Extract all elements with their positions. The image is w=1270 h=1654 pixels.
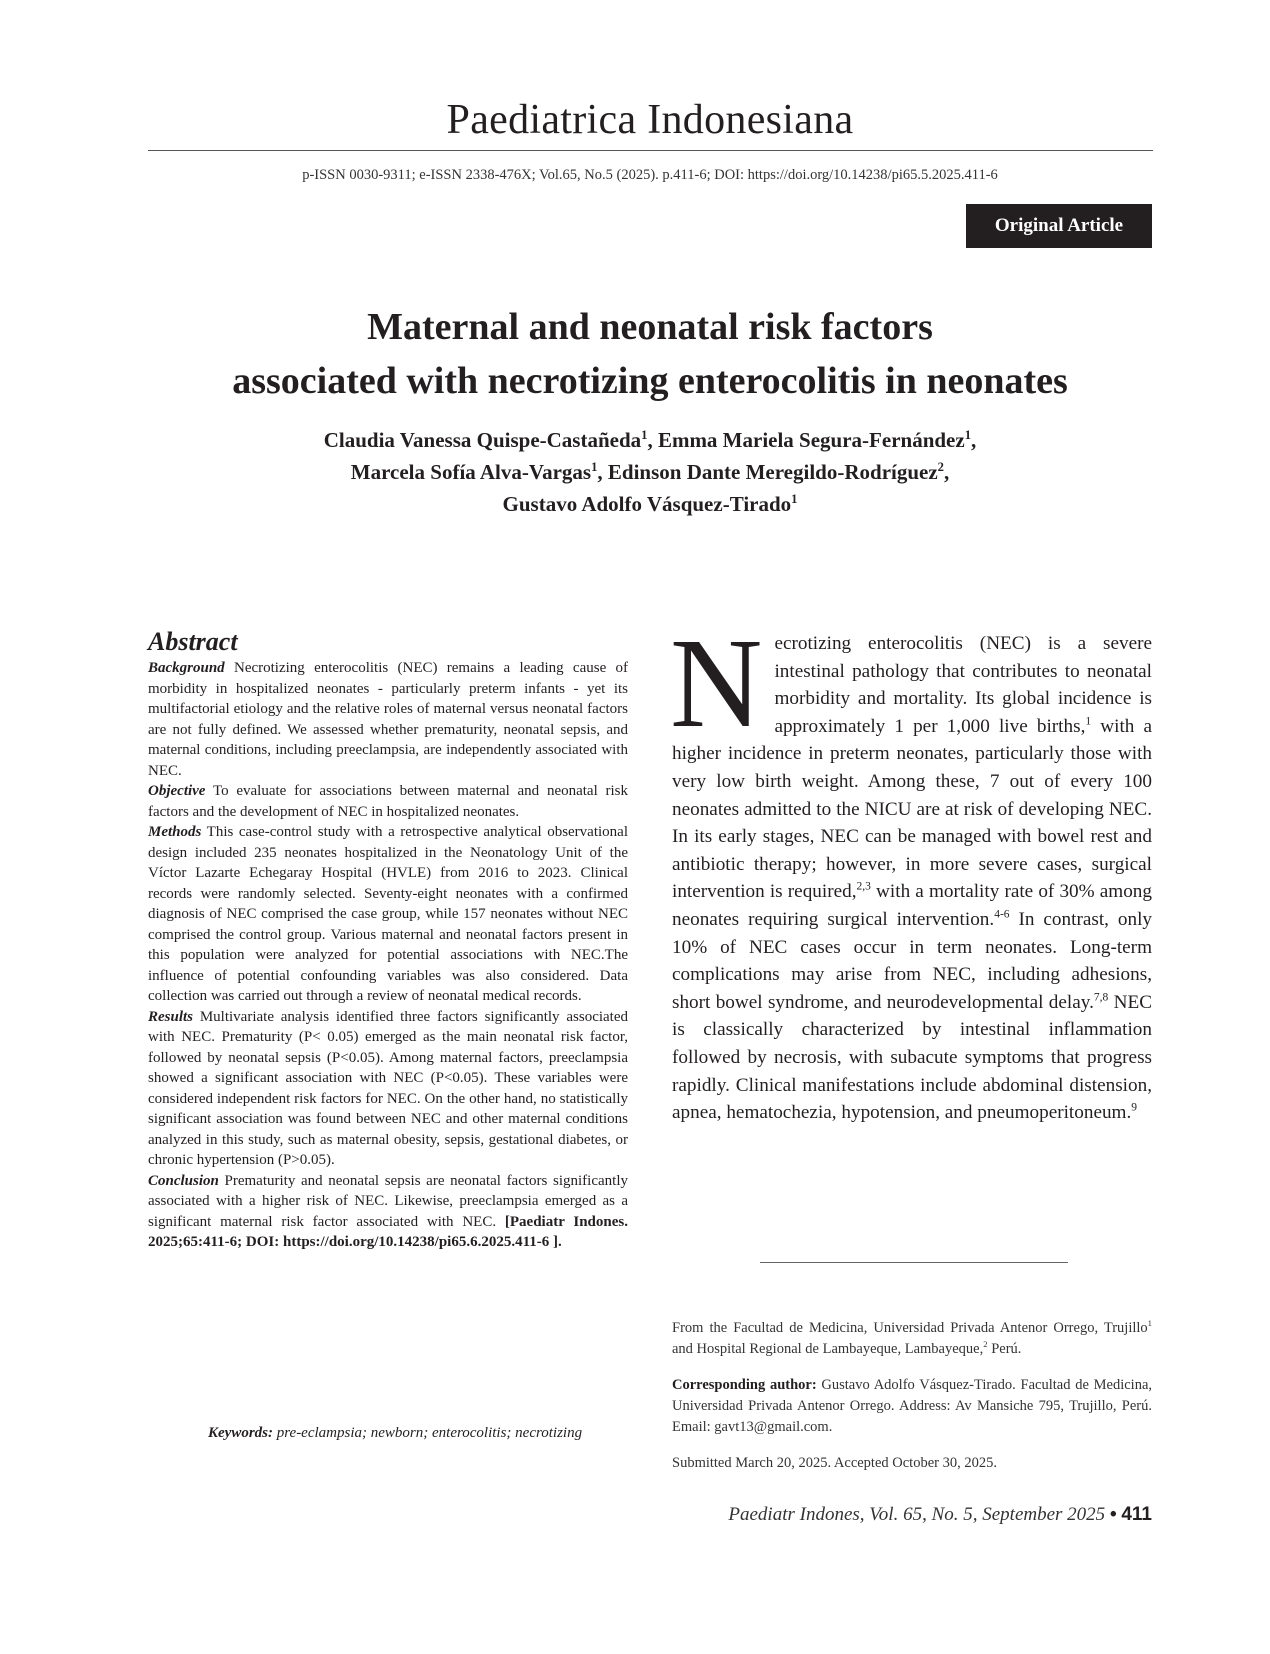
author: Claudia Vanessa Quispe-Castañeda bbox=[323, 428, 642, 452]
issn-doi-line: p-ISSN 0030-9311; e-ISSN 2338-476X; Vol.65, No.5 (2025). p.411-6; DOI: https://doi.org/10.14238/pi65.5.2025.411-6 bbox=[302, 167, 998, 183]
corresponding-author-text: Gustavo Adolfo Vásquez-Tirado. Facultad de Medicina, Universidad Privada Antenor Orrego. Address: Av Mansiche 795, Trujillo, Perú. Email: gavt13@gmail.com. bbox=[672, 1377, 1153, 1435]
footer-bullet: • bbox=[1109, 1504, 1117, 1525]
reference-mark: 1 bbox=[1085, 715, 1092, 728]
submission-dates: Submitted March 20, 2025. Accepted October 30, 2025. bbox=[672, 1455, 997, 1471]
keywords-text: pre-eclampsia; newborn; enterocolitis; necrotizing bbox=[276, 1425, 583, 1441]
footer-citation: Paediatr Indones, Vol. 65, No. 5, September 2025 bbox=[728, 1504, 1106, 1525]
abstract-heading: Abstract bbox=[148, 627, 238, 656]
page-footer bbox=[728, 1504, 1152, 1526]
article-citation: [Paediatr Indones. 2025;65:411-6; DOI: https://doi.org/10.14238/pi65.6.2025.411-6 ]. bbox=[148, 1213, 628, 1250]
affiliation-text: From the Facultad de Medicina, Universidad Privada Antenor Orrego, Trujillo bbox=[672, 1320, 1148, 1336]
article-title-line-1: Maternal and neonatal risk factors bbox=[367, 306, 933, 348]
conclusion-text: Prematurity and neonatal sepsis are neonatal factors significantly associated with a higher risk of NEC. Likewise, preeclampsia emerged as a significant maternal risk factor associated with NEC. bbox=[148, 1172, 628, 1230]
conclusion-label: Conclusion bbox=[148, 1172, 219, 1189]
body-text: with a mortality rate of 30% among neonates requiring surgical intervention. bbox=[672, 881, 1152, 930]
body-text: ecrotizing enterocolitis (NEC) is a severe intestinal pathology that contributes to neonatal morbidity and mortality. Its global incidence is approximately 1 per 1,000 live births, bbox=[774, 633, 1152, 737]
abstract-results bbox=[148, 1007, 628, 1171]
reference-mark: 4-6 bbox=[994, 908, 1010, 921]
introduction-paragraph bbox=[670, 612, 1152, 1127]
methods-text: This case-control study with a retrospective analytical observational design included 235 neonates hospitalized in the Neonatology Unit of the Víctor Lazarte Echegaray Hospital (HVLE) from 2016 to 2023. Clinical records were randomly selected. Seventy-eight neonates with a confirmed diagnosis of NEC comprised the case group, while 157 neonates without NEC comprised the control group. Various maternal and neonatal factors present in this population were analyzed for potential associations with NEC.The influence of potential confounding variables was also considered. Data collection was carried out through a review of neonatal medical records. bbox=[148, 824, 628, 1004]
author-affiliation-mark: 1 bbox=[641, 428, 648, 442]
author-affiliation-mark: 2 bbox=[937, 460, 944, 474]
author-affiliation-mark: 1 bbox=[791, 492, 798, 506]
keywords bbox=[208, 1423, 588, 1444]
abstract-section bbox=[148, 627, 629, 1441]
affiliation-text: and Hospital Regional de Lambayeque, Lambayeque, bbox=[672, 1341, 984, 1357]
affiliation-mark: 1 bbox=[1147, 1318, 1152, 1329]
reference-mark: 2,3 bbox=[856, 880, 871, 893]
article-title-line-2: associated with necrotizing enterocolitis in neonates bbox=[232, 360, 1068, 402]
column-divider bbox=[760, 1262, 1068, 1263]
author: Marcela Sofía Alva-Vargas bbox=[350, 460, 592, 484]
affiliation-text: Perú. bbox=[987, 1341, 1022, 1357]
objective-text: To evaluate for associations between maternal and neonatal risk factors and the development of NEC in hospitalized neonates. bbox=[148, 783, 629, 820]
results-text: Multivariate analysis identified three factors significantly associated with NEC. Prematurity (P< 0.05) emerged as the main neonatal risk factor, followed by neonatal sepsis (P<0.05). Among maternal factors, preeclampsia showed a significant association with NEC (P<0.05). These variables were considered independent risk factors for NEC. On the other hand, no statistically significant association was found between NEC and other maternal conditions analyzed in this study, such as maternal obesity, sepsis, gestational diabetes, or chronic hypertension (P>0.05). bbox=[148, 1008, 628, 1168]
affiliation-notes bbox=[672, 1318, 1152, 1489]
author-list: Claudia Vanessa Quispe-Castañeda$^1$, Emma Mariela Segura-Fernández$^1$, Marcela Sofía Alva-Vargas$^1$, Edinson Dante Meregildo-Rodríguez$^2$, Gustavo Adolfo Vásquez-Tirado$^1$ bbox=[323, 428, 977, 516]
body-text: NEC is classically characterized by intestinal inflammation followed by necrosis, with subacute symptoms that progress rapidly. Clinical manifestations include abdominal distension, apnea, hematochezia, hypotension, and pneumoperitoneum. bbox=[672, 991, 1152, 1124]
author: Emma Mariela Segura-Fernández bbox=[657, 428, 965, 452]
introduction-body bbox=[670, 612, 1152, 1127]
background-label: Background bbox=[148, 660, 225, 676]
header-divider bbox=[148, 150, 1153, 151]
abstract-methods bbox=[148, 822, 628, 1007]
author: Gustavo Adolfo Vásquez-Tirado bbox=[502, 492, 792, 516]
objective-label: Objective bbox=[148, 783, 206, 799]
article-title bbox=[0, 300, 1270, 408]
reference-mark: 9 bbox=[1131, 1101, 1138, 1114]
affiliation-mark: 2 bbox=[983, 1339, 988, 1350]
drop-cap: N bbox=[670, 612, 763, 754]
page-number: 411 bbox=[1121, 1504, 1152, 1525]
article-type-badge: Original Article bbox=[966, 204, 1152, 248]
background-text: Necrotizing enterocolitis (NEC) remains a leading cause of morbidity in hospitalized neonates - particularly preterm infants - yet its multifactorial etiology and the relative roles of maternal versus neonatal factors are not fully defined. We assessed whether prematurity, neonatal sepsis, and maternal conditions, including preeclampsia, are independently associated with NEC. bbox=[148, 660, 628, 779]
corresponding-author-label: Corresponding author: bbox=[672, 1377, 817, 1393]
author-affiliation-mark: 1 bbox=[591, 460, 598, 474]
reference-mark: 7,8 bbox=[1093, 991, 1109, 1004]
author-affiliation-mark: 1 bbox=[964, 428, 972, 442]
keywords-label: Keywords: bbox=[208, 1425, 273, 1441]
abstract-conclusion bbox=[148, 1171, 628, 1253]
methods-label: Methods bbox=[148, 824, 202, 840]
body-text: with a higher incidence in preterm neonates, particularly those with very low birth weight. Among these, 7 out of every 100 neonates admitted to the NICU are at risk of developing NEC. In its early stages, NEC can be managed with bowel rest and antibiotic therapy; however, in more severe cases, surgical intervention is required, bbox=[672, 715, 1152, 903]
abstract-background bbox=[148, 658, 628, 781]
body-text: In contrast, only 10% of NEC cases occur in term neonates. Long-term complications may arise from NEC, including adhesions, short bowel syndrome, and neurodevelopmental delay. bbox=[672, 908, 1152, 1013]
journal-title: Paediatrica Indonesiana bbox=[446, 97, 854, 143]
abstract-objective bbox=[148, 781, 628, 822]
corresponding-author-note bbox=[672, 1375, 1152, 1438]
affiliation-note bbox=[672, 1318, 1152, 1360]
author: Edinson Dante Meregildo-Rodríguez bbox=[607, 460, 938, 484]
results-label: Results bbox=[148, 1008, 194, 1025]
